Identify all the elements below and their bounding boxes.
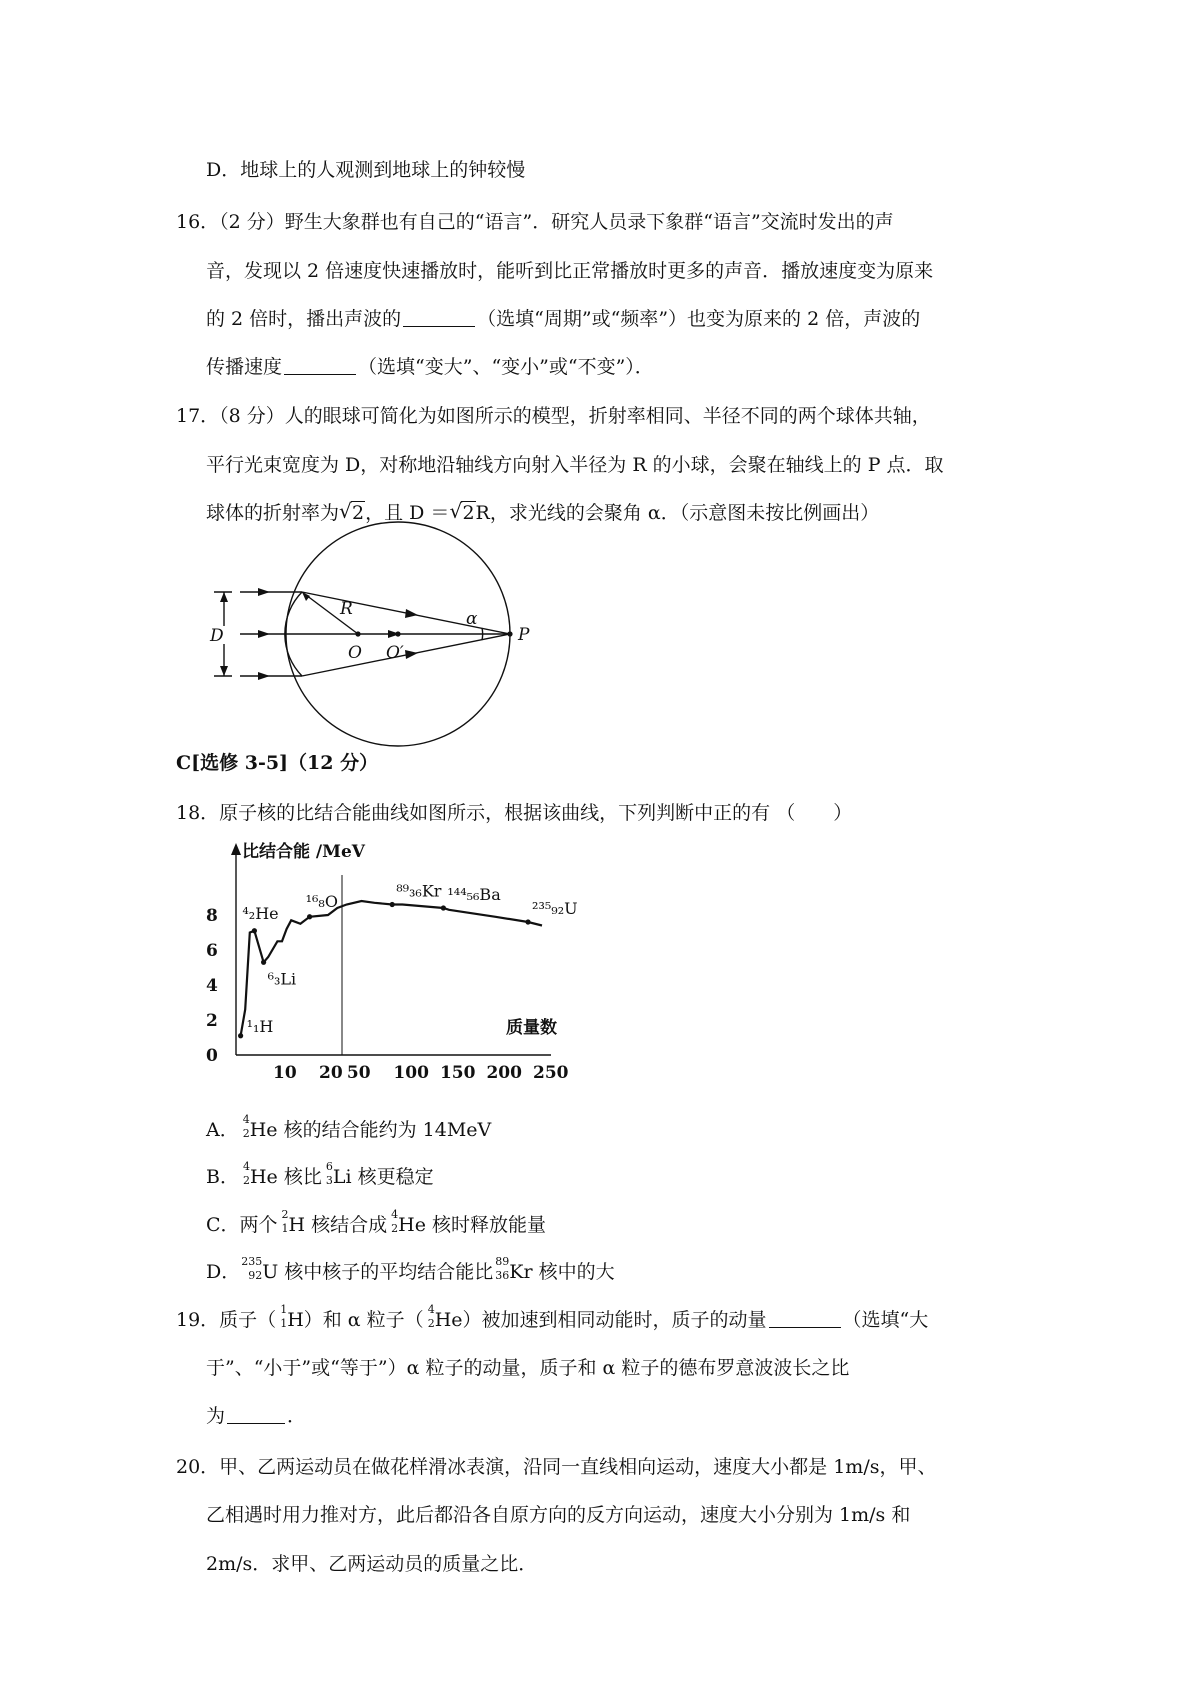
q16-blank-2[interactable]	[284, 356, 356, 375]
q16-line-4-b: （选填“变大”、“变小”或“不变”）．	[358, 356, 654, 378]
nuclide-annotation: ²³⁵₉₂U	[532, 899, 578, 918]
q15-option-d: D．地球上的人观测到地球上的钟较慢	[206, 159, 526, 181]
nuclide-annotation: ⁴₂He	[242, 903, 279, 923]
annotated-point	[252, 928, 257, 933]
y-tick-label: 4	[206, 976, 218, 996]
q16-line-3-b: （选填“周期”或“频率”）也变为原来的 2 倍，声波的	[477, 308, 921, 330]
nuclide-he4: 4 2	[242, 1160, 250, 1187]
nuclide-annotation: ⁸⁹₃₆Kr	[396, 881, 442, 901]
q18-option-a: A． 4 2 He 核的结合能约为 14MeV	[206, 1113, 492, 1141]
y-tick-label: 8	[206, 906, 218, 926]
q19-line-2: 于”、“小于”或“等于”）α 粒子的动量，质子和 α 粒子的德布罗意波波长之比	[206, 1357, 850, 1379]
y-tick-label: 6	[206, 941, 218, 961]
nuclide-annotation: ⁶₃Li	[267, 969, 297, 989]
q18-option-c: C．两个 2 1 H 核结合成 4 2 He 核时释放能量	[206, 1208, 547, 1236]
q19-line-3: 为 ．	[206, 1405, 307, 1427]
annotated-point	[525, 919, 530, 924]
q17-line-3-c: R，求光线的会聚角 α．（示意图未按比例画出）	[475, 502, 880, 524]
nuclide-h1: 1 1	[280, 1303, 288, 1330]
q16-line-2: 音，发现以 2 倍速度快速播放时，能听到比正常播放时更多的声音．播放速度变为原来	[206, 260, 934, 282]
annotated-point	[390, 902, 395, 907]
x-tick-label: 150	[439, 1063, 476, 1083]
q18-stem: 18．原子核的比结合能曲线如图所示，根据该曲线，下列判断中正的有 （ ）	[176, 802, 853, 824]
q17-line-3-b: ，且 D ＝	[365, 502, 450, 524]
nuclide-annotation: ¹⁴⁴₅₆Ba	[447, 885, 501, 904]
sqrt-2-first: √ 2	[339, 501, 365, 525]
x-tick-label: 20	[319, 1063, 343, 1083]
q16-line-3	[206, 307, 920, 331]
q18-option-b: B． 4 2 He 核比 6 3 Li 核更稳定	[206, 1160, 434, 1188]
annotated-point	[307, 914, 312, 919]
chart-ylabel: 比结合能 /MeV	[242, 842, 365, 862]
annotated-point	[238, 1033, 243, 1038]
q16-blank-1[interactable]	[403, 308, 475, 327]
q19-blank-1[interactable]	[769, 1309, 841, 1328]
label-P: P	[518, 625, 530, 645]
q17-line-3	[206, 501, 879, 525]
annotated-point	[261, 960, 266, 965]
label-alpha: α	[466, 609, 478, 629]
sqrt-2-second: √ 2	[449, 501, 475, 525]
chart-xlabel: 质量数	[506, 1018, 557, 1038]
q17-line-3-a: 球体的折射率为	[206, 502, 340, 524]
binding-energy-chart	[206, 835, 578, 1085]
q20-line-2: 乙相遇时用力推对方，此后都沿各自原方向的反方向运动，速度大小分别为 1m/s 和	[206, 1504, 911, 1526]
label-O-prime: O′	[386, 643, 404, 663]
q16-line-4-a: 传播速度	[206, 356, 283, 378]
nuclide-he4: 4 2	[242, 1113, 250, 1140]
q19-blank-2[interactable]	[227, 1405, 285, 1424]
label-O: O	[348, 643, 362, 663]
q19-line-1: 19．质子（ 1 1 H）和 α 粒子（ 4 2 He）被加速到相同动能时，质子的动量 （选填“大	[176, 1303, 929, 1331]
x-tick-label: 200	[486, 1063, 522, 1083]
section-c-heading: C[选修 3-5]（12 分）	[176, 752, 379, 774]
eyeball-figure	[210, 552, 540, 742]
x-tick-label: 100	[393, 1063, 429, 1083]
q16-line-3-a: 的 2 倍时，播出声波的	[206, 308, 402, 330]
nuclide-he4: 4 2	[427, 1303, 435, 1330]
nuclide-u235: 235 92	[241, 1255, 263, 1282]
x-tick-label: 250	[533, 1063, 569, 1083]
y-tick-label: 0	[206, 1046, 218, 1066]
nuclide-he4: 4 2	[391, 1208, 399, 1235]
label-R: R	[340, 599, 353, 619]
nuclide-h2: 2 1	[281, 1208, 289, 1235]
q20-line-1: 20．甲、乙两运动员在做花样滑冰表演，沿同一直线相向运动，速度大小都是 1m/s，甲、	[176, 1456, 937, 1478]
y-tick-label: 2	[206, 1011, 218, 1031]
q16-line-4	[206, 355, 654, 379]
label-D: D	[210, 626, 224, 646]
nuclide-annotation: ¹⁶₈O	[305, 891, 338, 911]
q17-line-1: 17．（8 分）人的眼球可简化为如图所示的模型，折射率相同、半径不同的两个球体共轴，	[176, 405, 931, 427]
q16-line-1: 16．（2 分）野生大象群也有自己的“语言”．研究人员录下象群“语言”交流时发出的声	[176, 211, 894, 233]
q17-line-2: 平行光束宽度为 D，对称地沿轴线方向射入半径为 R 的小球，会聚在轴线上的 P 点．取	[206, 454, 944, 476]
q18-option-d: D． 235 92 U 核中核子的平均结合能比 89 36 Kr 核中的大	[206, 1255, 615, 1283]
nuclide-annotation: ¹₁H	[246, 1016, 274, 1036]
nuclide-kr89: 89 36	[495, 1255, 510, 1282]
q20-line-3: 2m/s．求甲、乙两运动员的质量之比．	[206, 1553, 538, 1575]
x-tick-label: 50	[346, 1063, 371, 1083]
x-tick-label: 10	[273, 1063, 297, 1083]
nuclide-li6: 6 3	[325, 1160, 333, 1187]
annotated-point	[441, 905, 446, 910]
